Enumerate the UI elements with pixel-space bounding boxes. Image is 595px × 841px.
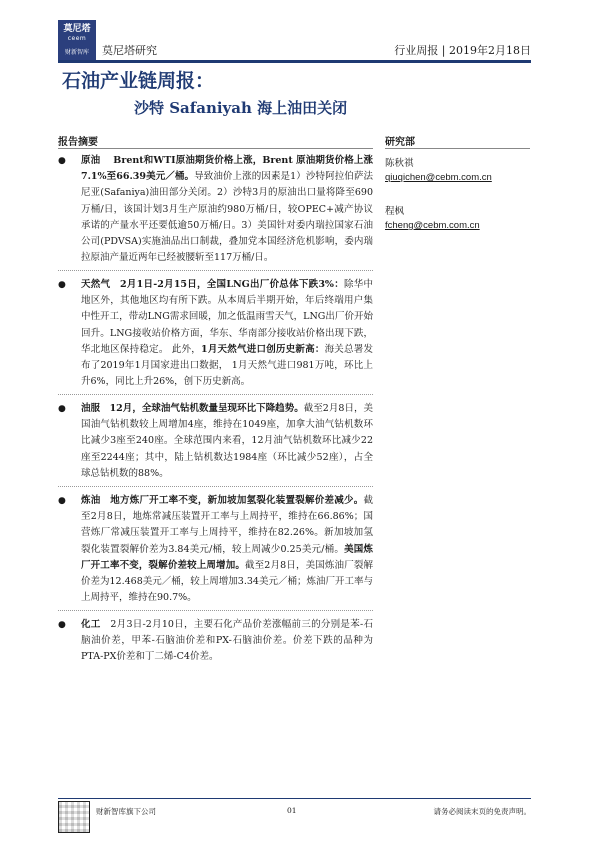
summary-heading: 报告摘要 (58, 137, 98, 148)
header-rule (58, 60, 531, 63)
analyst-rule (385, 148, 530, 149)
item-lead: 天然气 2月1日-2月15日，全国LNG出厂价总体下跌3%： (81, 279, 344, 290)
analyst-name-2: 程枫 (385, 206, 405, 217)
item-text: 截至2月8日，地炼常减压装置开工率与上周持平，维持在66.86%；国营炼厂常减压装置开工率与上周持平，维持在82.26%。新加坡加氢裂化装置裂解价差为3.84美元/桶，较上周减少0.25美元/桶。 (81, 495, 373, 555)
logo-sub-text: 财新智库 (58, 46, 96, 60)
analyst-name-1: 陈秋祺 (385, 158, 414, 169)
bullet-icon: ● (58, 156, 66, 166)
divider (58, 486, 373, 487)
footer-company: 财新智库旗下公司 (96, 807, 156, 816)
item-lead: 原油 Brent和WTI原油期货价格上涨，Brent 原油期货价格上涨7.1%至66.39美元／桶。 (81, 155, 373, 183)
report-type: 行业周报 (394, 44, 439, 57)
summary-item-gas (58, 277, 373, 390)
page-number: 01 (287, 806, 297, 815)
company-name: 莫尼塔研究 (102, 44, 157, 57)
item-lead-2: 1月天然气进口创历史新高： (200, 343, 325, 355)
report-title: 石油产业链周报： (62, 70, 215, 92)
bullet-icon: ● (58, 404, 66, 414)
item-text: 截至2月8日，美国油气钻机数较上周增加4座，维持在1049座，加拿大油气钻机数环比减少3座至240座。全球范围内来看，12月油气钻机数环比减少22座至2244座；其中，陆上钻机数达1984座（环比减少52座），占全球总钻机数的88%。 (81, 403, 373, 479)
item-lead-2: 美国炼厂开工率不变，裂解价差较上周增加。 (81, 543, 373, 571)
report-subtitle: 沙特 Safaniyah 海上油田关闭 (134, 99, 348, 117)
divider (58, 270, 373, 271)
footer-disclaimer: 请务必阅读末页的免责声明。 (433, 807, 531, 816)
summary-item-chemical (58, 617, 373, 666)
summary-item-crude (58, 153, 373, 266)
summary-item-refining (58, 493, 373, 606)
item-text: 导致油价上涨的因素是1）沙特阿拉伯萨法尼亚(Safaniya)油田部分关闭。2）沙特3月的原油出口量将降至690万桶/日，该国计划3月生产原油约980万桶/日，较OPEC+减产协议承诺的产量水平还要低逾50万桶/日。3）美国针对委内瑞拉国家石油公司(PDVSA)实施油品出口制裁，叠加党本国经济危机影响，委内瑞拉原油产量近两年已经被腰斩至117万桶/日。 (81, 171, 373, 264)
item-text-2: 海关总署发布了2019年1月国家进出口数据， 1月天然气进口981万吨，环比上升6%，同比上升26%，创下历史新高。 (81, 343, 373, 388)
analyst-email-2[interactable]: fcheng@cebm.com.cn (385, 220, 480, 231)
bullet-icon: ● (58, 280, 66, 290)
footer-rule (58, 798, 531, 799)
item-lead: 化工 (81, 619, 101, 630)
item-lead: 油服 12月，全球油气钻机数量呈现环比下降趋势。 (81, 403, 304, 414)
item-text-2: 截至2月8日，美国炼油厂裂解价差为12.468美元／桶，较上周增加3.34美元／桶；炼油厂开工率与上周持平，维持在90.7%。 (81, 559, 373, 604)
analyst-heading: 研究部 (385, 137, 415, 148)
bullet-icon: ● (58, 620, 66, 630)
divider (58, 610, 373, 611)
summary-rule (58, 148, 373, 149)
report-type-date (394, 42, 531, 58)
logo-cn-text: 莫尼塔 (63, 24, 91, 34)
logo-en-text: ceem (67, 35, 87, 42)
analyst-email-1[interactable]: qiuqichen@cebm.com.cn (385, 172, 492, 183)
divider (58, 394, 373, 395)
qr-code-icon (58, 801, 90, 833)
item-text: 2月3日-2月10日，主要石化产品价差涨幅前三的分别是苯-石脑油价差，甲苯-石脑油价差和PX-石脑油价差。价差下跌的品种为PTA-PX价差和丁二烯-C4价差。 (81, 619, 373, 663)
item-lead: 炼油 地方炼厂开工率不变，新加坡加氢裂化装置裂解价差减少。 (81, 495, 364, 506)
item-text: 除华中地区外，其他地区均有所下跌。从本周后半期开始，年后终端用户集中性开工，带动LNG需求回暖，加之低温雨雪天气，LNG出厂价开始回升。LNG接收站价格方面，华东、华南部分接收站价格出现下跌，华北地区保持稳定。 此外， (81, 279, 373, 355)
bullet-icon: ● (58, 496, 66, 506)
report-date: | 2019年2月18日 (441, 44, 531, 57)
summary-item-oilservice (58, 401, 373, 482)
